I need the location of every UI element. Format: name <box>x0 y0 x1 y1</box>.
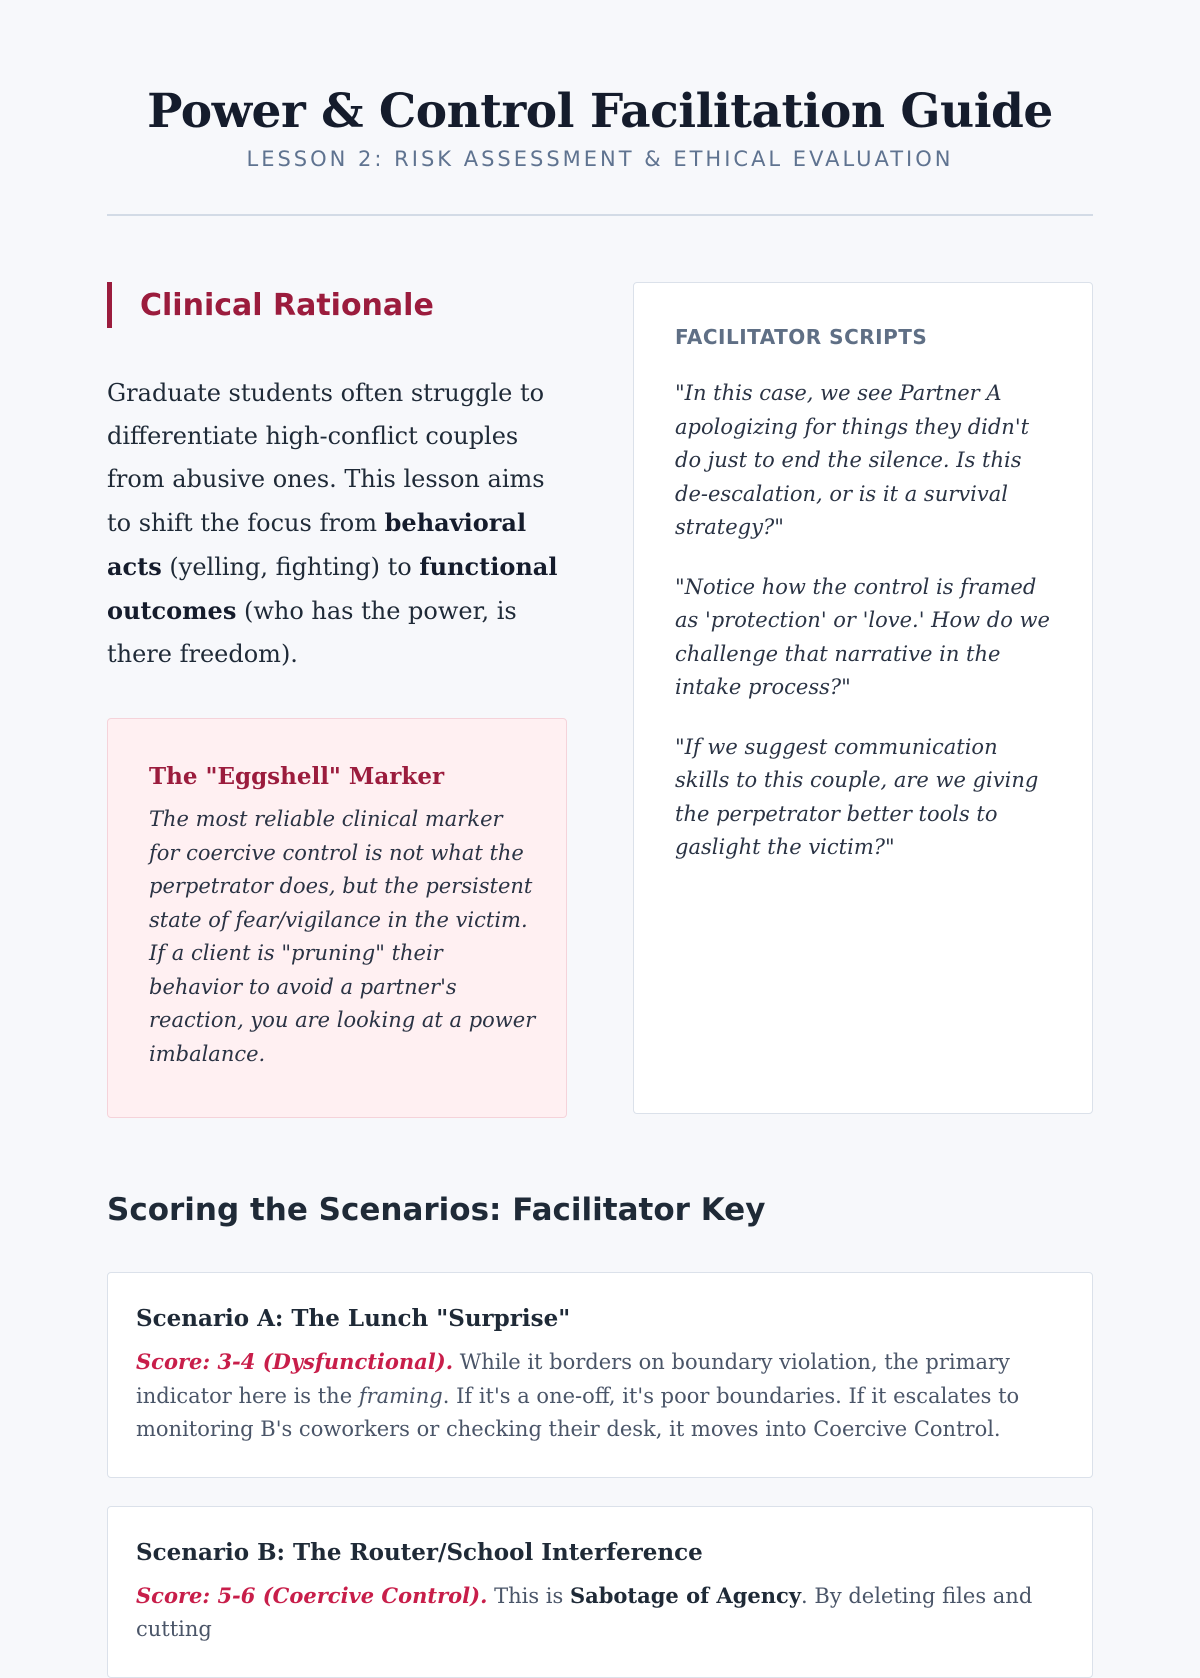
two-column-section <box>107 282 1093 1118</box>
rationale-bold-2: functional outcomes <box>107 552 558 625</box>
scenario-text-2: . If it's a one-off, it's poor boundaries. If it escalates to monitoring B's coworkers or checking their desk, it moves into Coercive Control. <box>136 1383 1020 1441</box>
callout-title: The "Eggshell" Marker <box>149 763 445 790</box>
rationale-text-3: (who has the power, is there freedom). <box>107 597 517 668</box>
script-item: "Notice how the control is framed as 'protection' or 'love.' How do we challenge that narrative in the intake process?" <box>675 574 1050 699</box>
scenario-card-b <box>107 1506 1093 1678</box>
page-title: Power & Control Facilitation Guide <box>147 84 1053 139</box>
page-header <box>107 0 1093 174</box>
scenario-text-1: While it borders on boundary violation, the primary indicator here is the <box>136 1350 1010 1408</box>
rationale-bold-1: behavioral acts <box>107 508 527 581</box>
scenario-title: Scenario B: The Router/School Interference <box>136 1538 703 1566</box>
left-column <box>107 282 567 1118</box>
scenario-text-2: . By deleting files and cutting <box>136 1583 1033 1641</box>
facilitator-scripts-box <box>633 282 1093 1114</box>
rationale-paragraph <box>107 372 567 676</box>
scenario-body <box>136 1345 1064 1447</box>
header-divider <box>107 214 1093 216</box>
page-subtitle: LESSON 2: RISK ASSESSMENT & ETHICAL EVALUATION <box>246 147 954 171</box>
scenario-bold-1: Sabotage of Agency <box>569 1582 802 1608</box>
scripts-label: FACILITATOR SCRIPTS <box>675 325 928 349</box>
eggshell-marker-callout <box>107 718 567 1118</box>
callout-body: The most reliable clinical marker for coercive control is not what the perpetrator does, but the persistent state of fear/vigilance in the victim. If a client is "pruning" their behavior to avoid a partner's reaction, you are looking at a power imbalance. <box>149 807 536 1066</box>
clinical-rationale-heading: Clinical Rationale <box>107 282 567 328</box>
scenario-card-a <box>107 1272 1093 1478</box>
score-label: Score: 3-4 (Dysfunctional). <box>136 1349 454 1374</box>
scenario-body <box>136 1579 1064 1647</box>
score-label: Score: 5-6 (Coercive Control). <box>136 1582 488 1608</box>
script-item: "In this case, we see Partner A apologizing for things they didn't do just to end the silence. Is this de-escalation, or is it a survival strategy?" <box>675 381 1030 539</box>
facilitator-key-heading: Scoring the Scenarios: Facilitator Key <box>107 1192 766 1228</box>
rationale-text-1: Graduate students often struggle to differentiate high-conflict couples from abusive ones. This lesson aims to shift the focus from <box>107 379 545 537</box>
scenario-title: Scenario A: The Lunch "Surprise" <box>136 1305 571 1332</box>
scenario-text-1: This is <box>487 1583 570 1608</box>
script-item: "If we suggest communication skills to this couple, are we giving the perpetrator better tools to gaslight the victim?" <box>675 734 1039 859</box>
rationale-text-2: (yelling, fighting) to <box>161 553 420 581</box>
scenario-italic-1: framing <box>358 1383 443 1408</box>
right-column <box>633 282 1093 1118</box>
